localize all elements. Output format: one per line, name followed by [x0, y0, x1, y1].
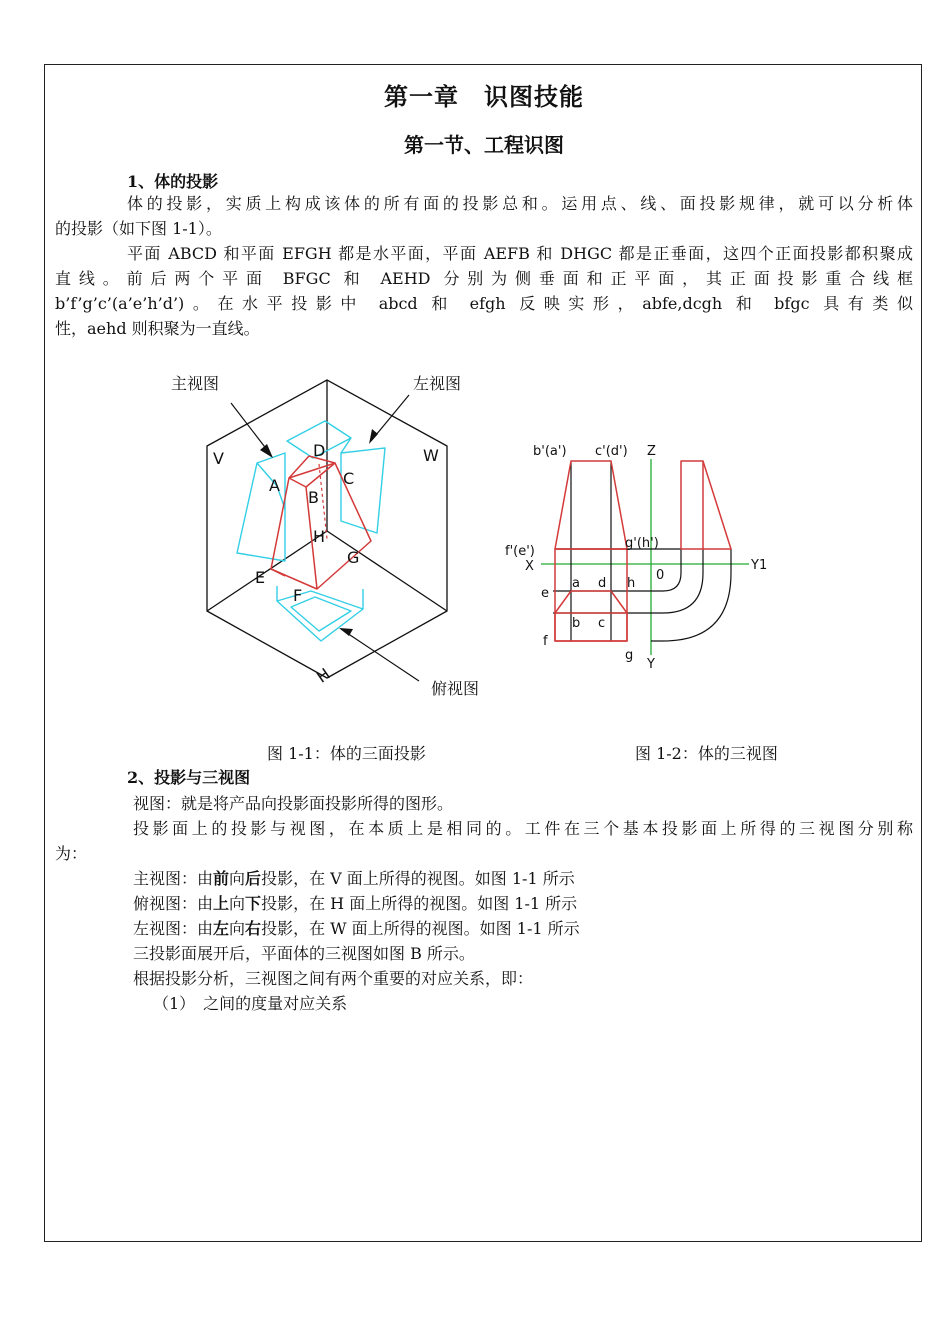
- para1-line1: 体的投影，实质上构成该体的所有面的投影总和。运用点、线、面投影规律，就可以分析体: [127, 194, 913, 213]
- point-c: C: [343, 469, 355, 488]
- label-top-view: 俯视图: [431, 679, 480, 698]
- label-b-prime-a-prime: b'(a'): [533, 444, 567, 459]
- left-view-definition: 左视图：由左向右投影，在 W 面上所得的视图。如图 1-1 所示: [133, 919, 580, 938]
- label-left-view: 左视图: [413, 374, 462, 393]
- point-a: A: [269, 476, 280, 495]
- label-c-prime-d-prime: c'(d'): [595, 444, 628, 459]
- label-f: f: [543, 634, 548, 649]
- front-view-definition: 主视图：由前向后投影，在 V 面上所得的视图。如图 1-1 所示: [133, 869, 575, 888]
- point-h: H: [313, 527, 326, 546]
- projection-lines: [553, 461, 731, 641]
- label-axis-x: X: [525, 559, 534, 574]
- para-projection-line2: 为：: [55, 844, 88, 863]
- heading-projection-three-views: 2、投影与三视图: [127, 768, 251, 787]
- label-h: h: [627, 576, 636, 591]
- label-f-prime-e-prime: f'(e'): [505, 544, 535, 559]
- label-front-view: 主视图: [171, 374, 220, 393]
- para2-line2: 直线。前后两个平面 BFGC 和 AEHD 分别为侧垂面和正平面，其正面投影重合线框: [55, 269, 913, 288]
- point-g: G: [347, 548, 360, 567]
- para1-line2: 的投影（如下图 1-1）。: [55, 219, 222, 238]
- label-d: d: [598, 576, 607, 591]
- top-view-definition: 俯视图：由上向下投影，在 H 面上所得的视图。如图 1-1 所示: [133, 894, 578, 913]
- para-projection-line1: 投影面上的投影与视图，在本质上是相同的。工件在三个基本投影面上所得的三视图分别称: [133, 819, 913, 838]
- para2-line3: b’f’g’c’(a’e’h’d’)。在水平投影中 abcd 和 efgh 反映实形，abfe,dcgh 和 bfgc 具有类似: [55, 294, 913, 313]
- section-title: 第一节、工程识图: [404, 133, 564, 157]
- label-axis-y1: Y1: [751, 558, 768, 573]
- label-plane-v: V: [213, 449, 224, 468]
- definition-view: 视图：就是将产品向投影面投影所得的图形。: [133, 794, 454, 813]
- label-g-prime-h-prime: g'(h'): [625, 536, 659, 551]
- label-plane-w: W: [423, 446, 439, 465]
- label-g: g: [625, 648, 634, 663]
- caption-figure-1-2: 图 1-2：体的三视图: [635, 744, 778, 763]
- point-e: E: [255, 568, 266, 587]
- point-d: D: [313, 441, 326, 460]
- caption-figure-1-1: 图 1-1：体的三面投影: [267, 744, 426, 763]
- point-f: F: [293, 586, 303, 605]
- label-axis-z: Z: [647, 444, 656, 459]
- label-b: b: [572, 616, 581, 631]
- label-c: c: [598, 616, 606, 631]
- label-a: a: [572, 576, 580, 591]
- label-axis-y: Y: [647, 657, 655, 672]
- point-b: B: [308, 488, 319, 507]
- figure-1-2: [45, 65, 923, 745]
- list-item-1: （1） 之间的度量对应关系: [153, 994, 348, 1013]
- heading-body-projection: 1、体的投影: [127, 172, 219, 191]
- para-correspondence: 根据投影分析，三视图之间有两个重要的对应关系，即：: [133, 969, 534, 988]
- para2-line1: 平面 ABCD 和平面 EFGH 都是水平面，平面 AEFB 和 DHGC 都是正垂面，这四个正面投影都积聚成: [127, 244, 913, 263]
- para2-line4: 性，aehd 则积聚为一直线。: [55, 319, 260, 338]
- page-frame: [44, 64, 922, 1242]
- label-e: e: [541, 586, 549, 601]
- label-plane-h: H: [312, 664, 334, 687]
- label-origin: 0: [656, 568, 665, 583]
- chapter-title: 第一章 识图技能: [384, 82, 584, 111]
- para-unfolding: 三投影面展开后，平面体的三视图如图 B 所示。: [133, 944, 475, 963]
- view-outlines: [555, 461, 731, 641]
